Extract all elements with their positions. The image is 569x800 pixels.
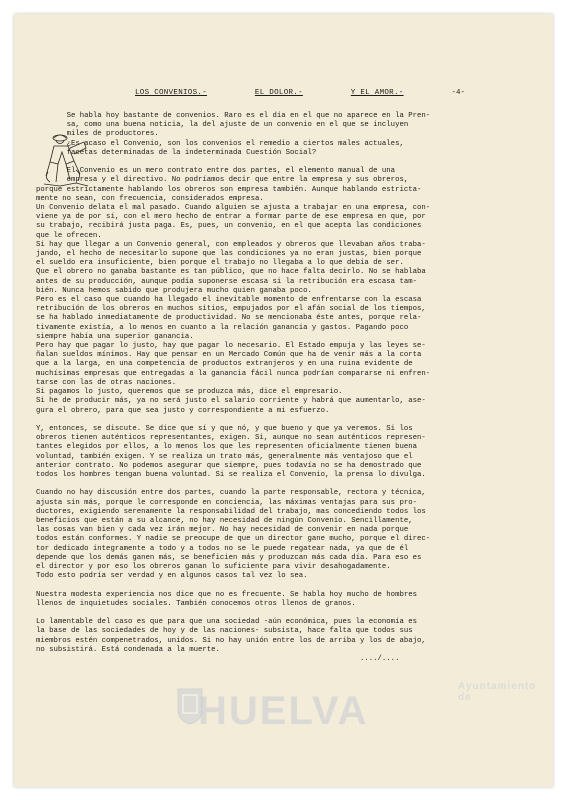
- text-line: depende que los demás ganen más, se beneficien más y produzcan más cada día. Para eso es: [36, 553, 422, 562]
- text-line: bién. Nunca hemos sabido que produjera mucho quien ganaba poco.: [36, 286, 312, 295]
- text-line: el sueldo era insuficiente, bien porque el trabajo no llegaba a lo que debía de ser.: [36, 259, 404, 268]
- text-line: no subsistirá. Está condenada a la muerte.: [36, 645, 220, 654]
- text-line: viene ya de por sí, con el mero hecho de entrar a formar parte de ese empresa en que, por: [36, 213, 426, 222]
- paragraph-gap: [36, 609, 506, 618]
- text-line: tivamente existía, a lo menos en cuanto a la relación ganancia y gastos. Pagando poco: [36, 323, 409, 332]
- text-line: todos los hombres tengan buena voluntad. Si se realiza el Convenio, la prensa lo divulga.: [36, 470, 426, 479]
- text-line: Si he de producir más, ya no será justo el salario corriente y habrá que aumentarlo, ase-: [36, 397, 426, 406]
- text-line: Pero hay que pagar lo justo, hay que pagar lo necesario. El Estado empuja y las leyes se-: [36, 342, 426, 351]
- text-line: muchísimas empresas que entregadas a la ganancia fácil nunca podrían compararse ni enfren-: [36, 369, 431, 378]
- paragraph-gap: [36, 416, 506, 425]
- text-line: Un Convenio delata el mal pasado. Cuando alguien se ajusta a trabajar en una empresa, con-: [36, 204, 431, 213]
- text-line: voluntad, también exigen. Y se realiza un trato más, generalmente más ventajoso que el: [36, 452, 413, 461]
- text-line: gura el obrero, para que sea justo y correspondiente a mi esfuerzo.: [36, 406, 330, 415]
- watermark-subtext: Ayuntamiento de: [458, 681, 537, 703]
- text-line: la base de las sociedades de hoy y de las naciones- subsista, hace falta que todos sus: [36, 627, 413, 636]
- text-line: facetas determinadas de la indeterminada Cuestión Social?: [36, 148, 317, 157]
- text-line: tarse con las de otras naciones.: [36, 378, 177, 387]
- text-line: Que el obrero no ganaba bastante es tan público, que no hace falta decirlo. No se hablaba: [36, 268, 426, 277]
- text-line: obreros tienen auténticos representantes, exigen. Si, aunque no sean auténticos represen-: [36, 434, 426, 443]
- watermark-logo: [198, 681, 537, 739]
- text-line: tor dedicado íntegramente a todo y a todos no se le puede regatear nada, ya que de él: [36, 544, 409, 553]
- text-line: se ha hablado inmediatamente de productividad. No se mencionaba éste antes, porque rela-: [36, 314, 422, 323]
- text-line: mente no sean, con frecuencia, considerados empresa.: [36, 194, 264, 203]
- text-line: ajusta sin más, porque le corresponde en conciencia, las máximas ventajas para sus pro-: [36, 498, 417, 507]
- text-line: Lo lamentable del caso es que para que una sociedad -aún económica, pues la economía es: [36, 618, 417, 627]
- text-line: jando, el hecho de necesitarlo supone que las condiciones ya no eran justas, bien porque: [36, 250, 422, 259]
- text-line: el director y por eso los obreros ganan lo suficiente para vivir desahogadamente.: [36, 562, 391, 571]
- text-line: las cosas van bien y cada vez irán mejor. No hay necesidad de convenir en nada porque: [36, 526, 409, 535]
- text-line: siempre había una superior ganancia.: [36, 332, 194, 341]
- text-line: tantes elegidos por ellos, a lo menos los que les representen oficialmente tienen buena: [36, 443, 417, 452]
- text-line: miembros estén compenetrados, unidos. Si no hay unión entre los de arriba y los de abajo,: [36, 636, 426, 645]
- paragraph-gap: [36, 158, 506, 167]
- text-line: todos están conformes. Y nadie se preocupe de que un director gane mucho, porque el direc-: [36, 535, 431, 544]
- header-title-amor: Y EL AMOR.-: [350, 89, 404, 97]
- text-line: El Convenio es un mero contrato entre dos partes, el elemento manual de una: [36, 167, 396, 176]
- paragraph-gap: [36, 480, 506, 489]
- text-line: Y, entonces, se discute. Se dice que sí y que nó, y que bueno y que ya veremos. Si los: [36, 424, 413, 433]
- paragraph-gap: [36, 581, 506, 590]
- text-line: antes de su producción, aunque podía suponerse escasa si la retribución era escasa tam-: [36, 277, 417, 286]
- text-line: Todo esto podría ser verdad y en algunos casos tal vez lo sea.: [36, 572, 308, 581]
- text-line: ¿Es acaso el Convenio, son los convenios el remedio a ciertos males actuales,: [36, 139, 404, 148]
- header-title-dolor: EL DOLOR.-: [254, 89, 303, 97]
- text-line: Si hay que llegar a un Convenio general, con empleados y obreros que llevaban años traba-: [36, 240, 426, 249]
- text-line: empresa y el directivo. No podríamos decir que entre la empresa y sus obreros,: [36, 176, 409, 185]
- text-line: Nuestra modesta experiencia nos dice que no es frecuente. Se habla hoy mucho de hombres: [36, 590, 417, 599]
- text-line: ñalan sueldos mínimos. Hay que pensar en un Mercado Común que ha de venir más a la corta: [36, 351, 422, 360]
- page-number: -4-: [451, 89, 465, 97]
- text-line: anterior contrato. No podemos asegurar que siempre, pues todavía no se ha demostrado que: [36, 461, 422, 470]
- text-line: miles de productores.: [36, 130, 159, 139]
- text-line: retribución de los obreros en muchos sitios, empujados por el afán social de los tiempos,: [36, 305, 426, 314]
- document-body: [36, 112, 506, 664]
- text-line: Cuando no hay discusión entre dos partes, cuando la parte responsable, rectora y técnica,: [36, 489, 426, 498]
- text-line: ..../....: [36, 654, 400, 663]
- text-line: que le ofrecen.: [36, 231, 102, 240]
- text-line: sa, como una buena noticia, la del ajuste de un convenio en el que se incluyen: [36, 121, 409, 130]
- header-title-convenios: LOS CONVENIOS.-: [135, 89, 208, 97]
- text-line: porque estrictamente hablando los obreros son empresa también. Aunque hablando estricta-: [36, 185, 422, 194]
- text-line: ductores, exigiendo serenamente la responsabilidad del trabajo, mas concediendo todos los: [36, 507, 426, 516]
- text-line: su trabajo, recibirá justa paga. Es, pues, un convenio, en el que acepta las condiciones: [36, 222, 422, 231]
- text-line: llenos de inquietudes sociales. También conocemos otros llenos de granos.: [36, 599, 356, 608]
- text-line: beneficios que están a su alcance, no hay necesidad de ningún Convenio. Sencillamente,: [36, 516, 413, 525]
- text-line: que a la larga, en una competencia de productos extranjeros y en una ruina evidente de: [36, 360, 413, 369]
- page-header: [135, 89, 465, 97]
- text-line: Se habla hoy bastante de convenios. Raro es el día en el que no aparece en la Pren-: [36, 112, 431, 120]
- text-line: Pero es el caso que cuando ha llegado el inevitable momento de enfrentarse con la escasa: [36, 296, 422, 305]
- text-line: Si pagamos lo justo, queremos que se produzca más, dice el empresario.: [36, 388, 343, 397]
- watermark-text: HUELVA: [198, 689, 369, 733]
